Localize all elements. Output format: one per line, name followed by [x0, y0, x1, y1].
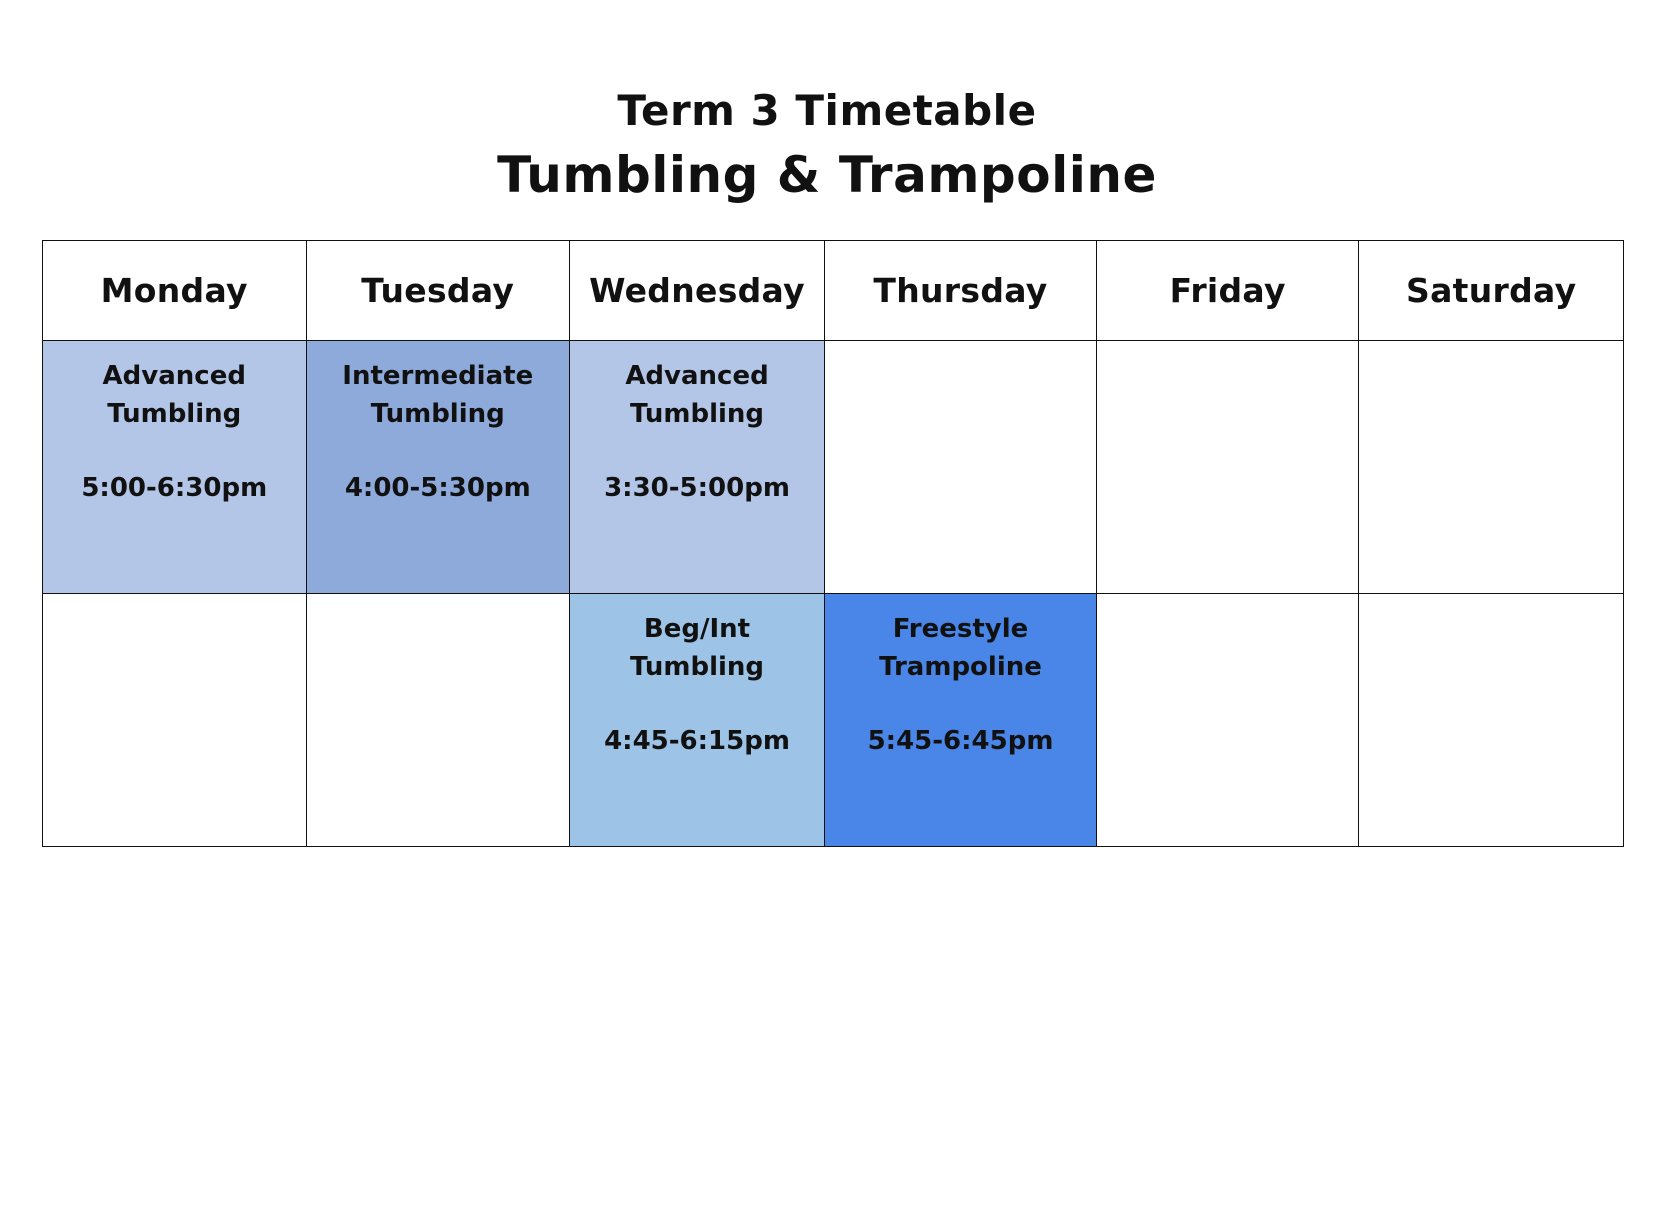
page-subtitle: Term 3 Timetable	[617, 86, 1037, 135]
empty-cell-tuesday-2	[306, 594, 570, 847]
class-time: 5:45-6:45pm	[867, 726, 1054, 756]
class-name-line: Tumbling	[629, 399, 765, 429]
class-name	[307, 357, 570, 433]
class-cell-monday-1	[43, 341, 307, 594]
class-name-line: Tumbling	[107, 399, 242, 429]
class-name	[570, 357, 824, 433]
day-header-saturday: Saturday	[1359, 241, 1624, 341]
class-name-line: Advanced	[102, 361, 246, 391]
timetable-row	[43, 341, 1624, 594]
class-name-line: Advanced	[625, 361, 769, 391]
class-entry	[570, 341, 824, 507]
class-name-line: Freestyle	[892, 614, 1029, 644]
day-header-friday: Friday	[1096, 241, 1358, 341]
empty-cell-saturday-1	[1359, 341, 1624, 594]
class-cell-wednesday-2	[570, 594, 825, 847]
class-cell-thursday-2	[825, 594, 1097, 847]
class-entry	[825, 594, 1096, 760]
empty-cell-friday-2	[1096, 594, 1358, 847]
class-time: 5:00-6:30pm	[81, 473, 268, 503]
day-header-wednesday: Wednesday	[570, 241, 825, 341]
empty-cell-friday-1	[1096, 341, 1358, 594]
class-name-line: Tumbling	[370, 399, 505, 429]
class-time: 3:30-5:00pm	[604, 473, 790, 503]
page-title: Tumbling & Trampoline	[497, 146, 1157, 204]
header-row	[43, 241, 1624, 341]
title-block	[0, 82, 1654, 210]
day-header-monday: Monday	[43, 241, 307, 341]
class-name	[825, 610, 1096, 686]
class-name-line: Beg/Int	[643, 614, 751, 644]
class-cell-tuesday-1	[306, 341, 570, 594]
class-time: 4:45-6:15pm	[604, 726, 790, 756]
class-name-line: Trampoline	[879, 652, 1042, 682]
class-name-line: Tumbling	[629, 652, 765, 682]
class-cell-wednesday-1	[570, 341, 825, 594]
timetable	[42, 240, 1624, 847]
class-entry	[570, 594, 824, 760]
class-name	[570, 610, 824, 686]
class-name-line: Intermediate	[342, 361, 534, 391]
class-name	[43, 357, 306, 433]
day-header-thursday: Thursday	[825, 241, 1097, 341]
timetable-row	[43, 594, 1624, 847]
empty-cell-saturday-2	[1359, 594, 1624, 847]
class-entry	[307, 341, 570, 507]
class-entry	[43, 341, 306, 507]
empty-cell-monday-2	[43, 594, 307, 847]
day-header-tuesday: Tuesday	[306, 241, 570, 341]
empty-cell-thursday-1	[825, 341, 1097, 594]
class-time: 4:00-5:30pm	[344, 473, 531, 503]
